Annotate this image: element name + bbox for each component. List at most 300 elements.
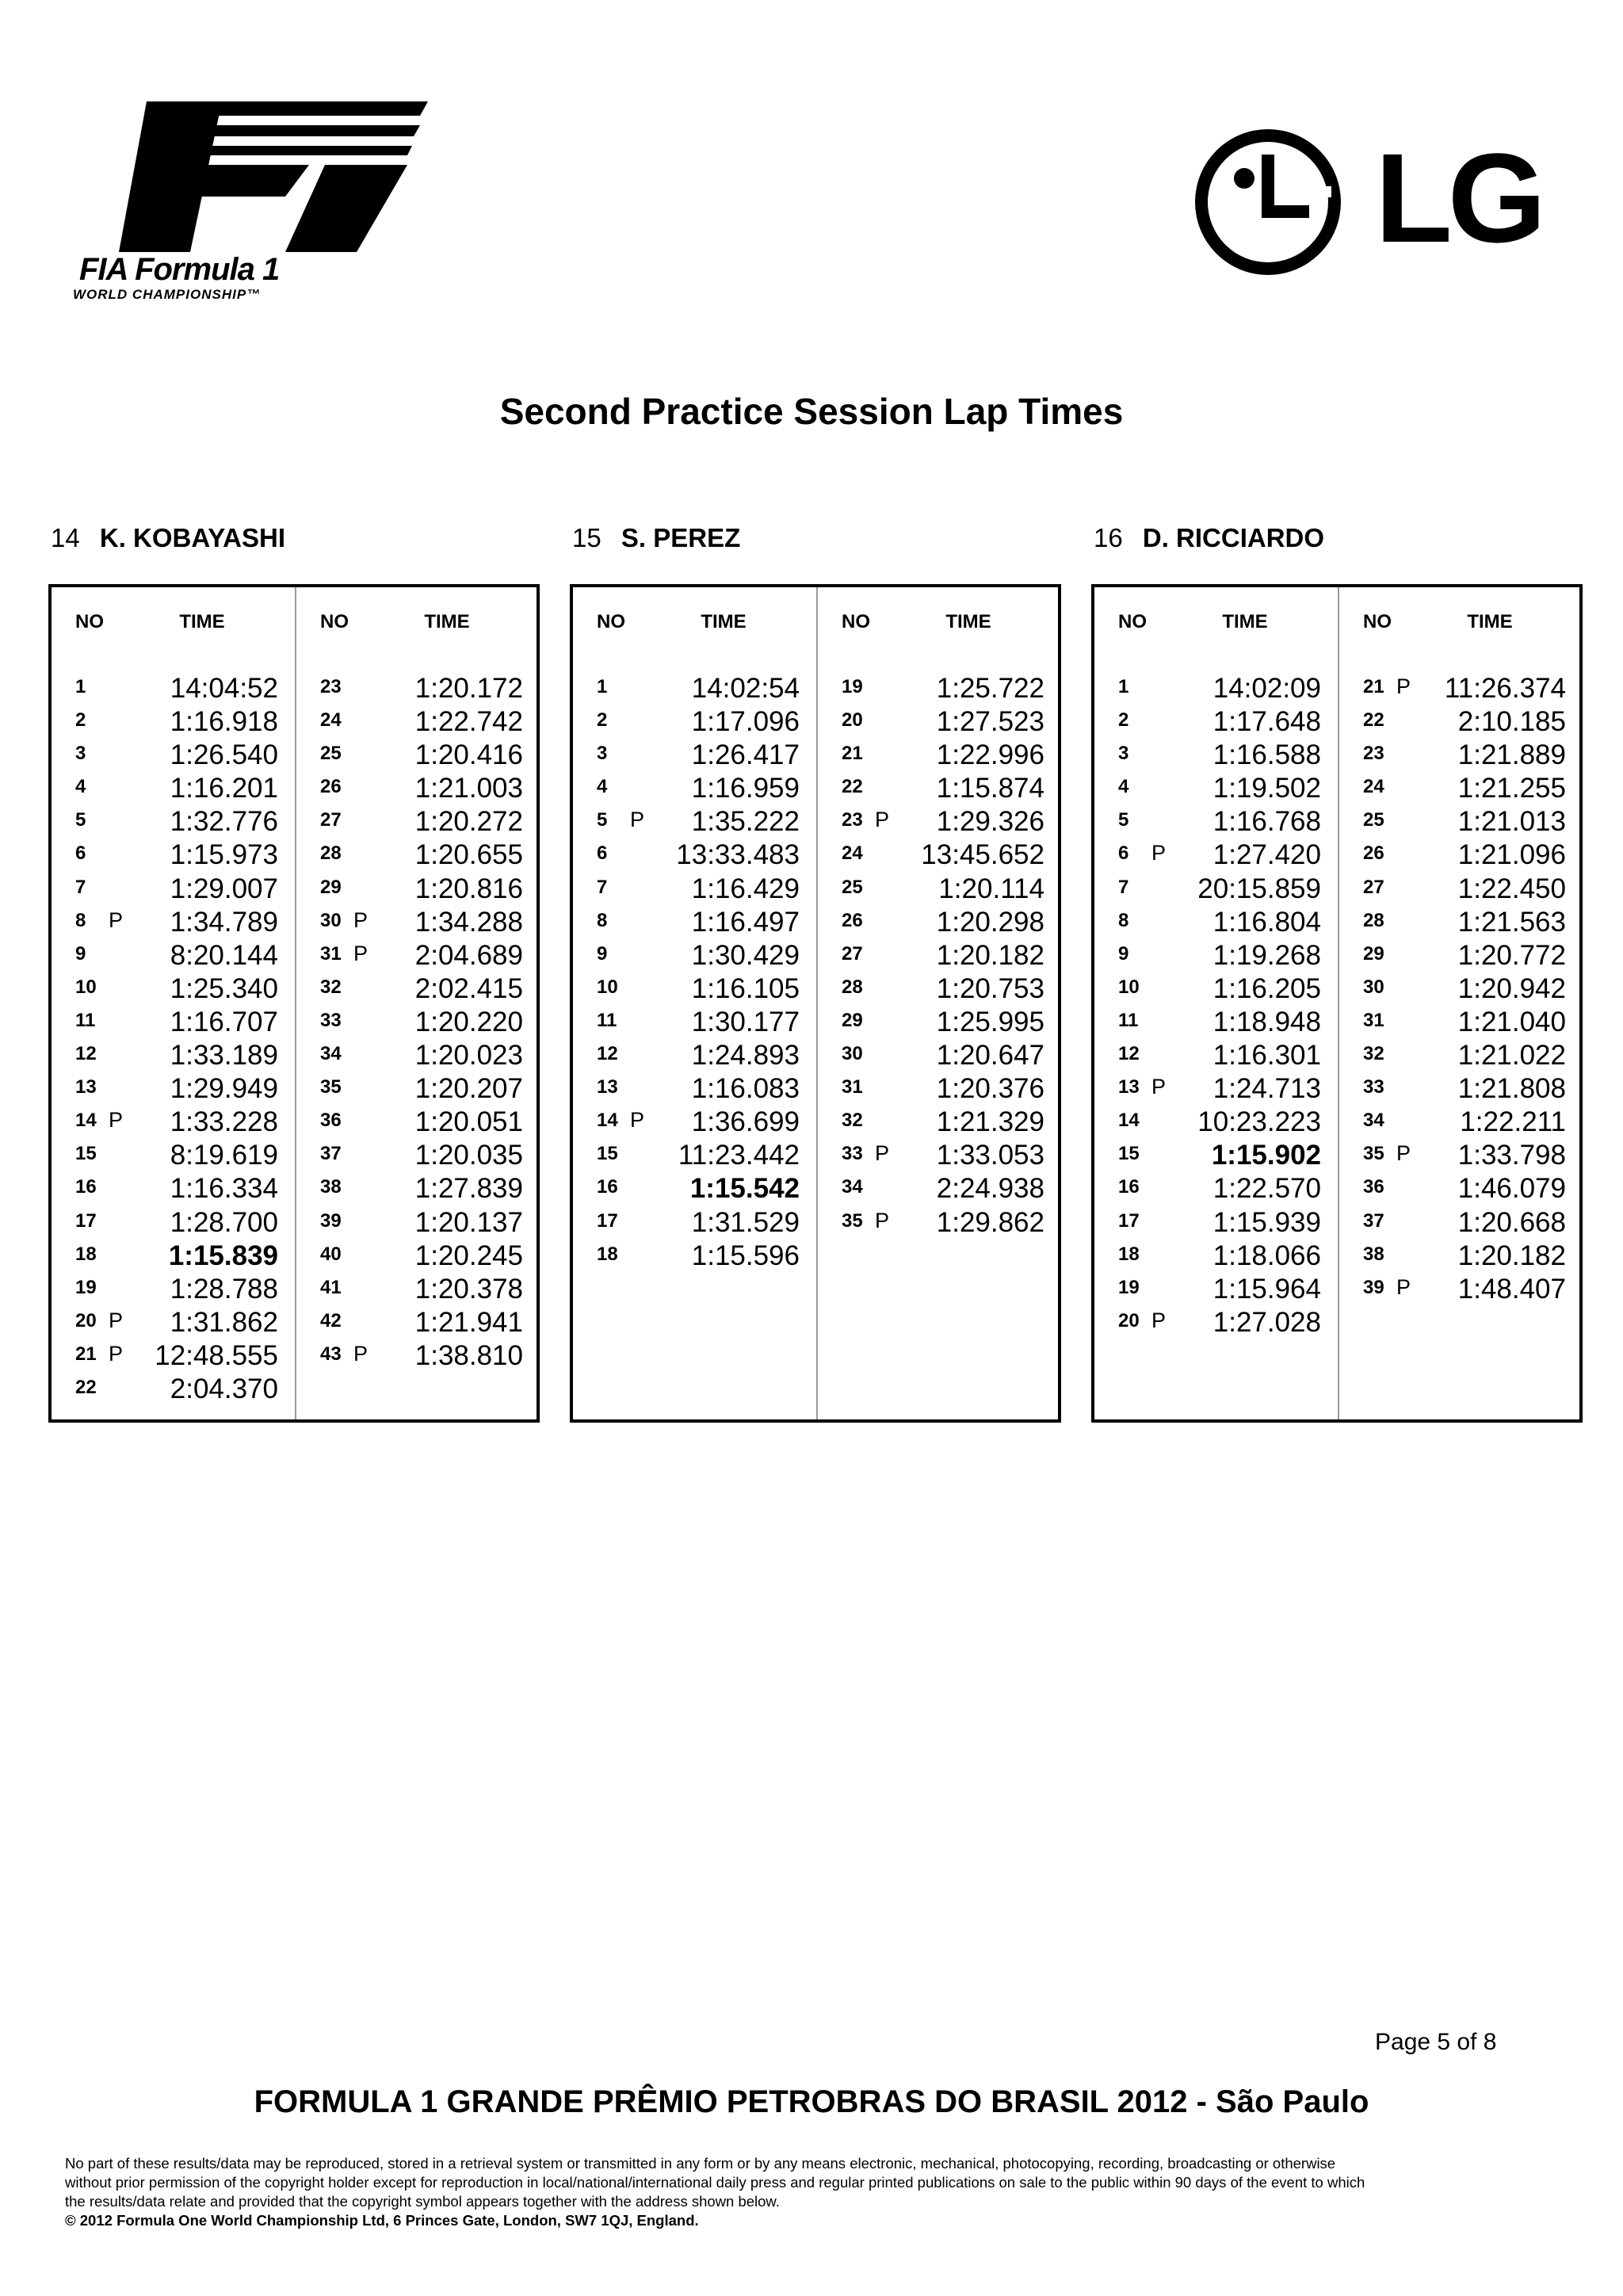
lap-row — [1094, 973, 1337, 1007]
pit-marker: P — [630, 808, 645, 832]
lap-number: 17 — [1118, 1209, 1140, 1232]
page-title: Second Practice Session Lap Times — [499, 391, 1124, 432]
lap-row — [1094, 1106, 1337, 1140]
lap-time: 2:04.370 — [170, 1373, 278, 1404]
lap-row — [573, 806, 815, 839]
lap-row — [52, 1373, 294, 1407]
lap-time: 1:20.137 — [414, 1206, 523, 1238]
lap-rows — [573, 673, 815, 1274]
lap-row — [573, 973, 815, 1007]
lap-number: 14 — [1118, 1110, 1140, 1132]
lap-number: 31 — [842, 1076, 863, 1098]
lap-row — [296, 839, 539, 873]
lap-time: 1:20.272 — [414, 806, 523, 838]
lap-time: 1:20.753 — [936, 972, 1044, 1004]
lap-time: 1:31.862 — [170, 1306, 278, 1338]
lap-time: 1:33.798 — [1457, 1140, 1566, 1171]
lap-row — [1339, 1073, 1582, 1106]
column-header-no: NO — [597, 611, 625, 632]
lap-number: 8 — [1118, 909, 1129, 931]
pit-marker: P — [1151, 1075, 1167, 1099]
lap-row — [296, 706, 539, 739]
lap-number: 6 — [597, 842, 608, 865]
lap-row — [52, 1240, 294, 1274]
driver-name: K. KOBAYASHI — [99, 523, 286, 552]
lap-number: 15 — [597, 1143, 618, 1165]
column-header-time: TIME — [1467, 611, 1513, 632]
lap-number: 13 — [597, 1076, 618, 1098]
lap-row — [573, 706, 815, 739]
lap-row — [818, 673, 1060, 706]
lap-number: 33 — [320, 1009, 342, 1031]
column-header-no: NO — [320, 611, 349, 632]
lap-time: 1:16.105 — [691, 972, 800, 1004]
lap-time: 1:27.523 — [936, 706, 1044, 738]
lap-number: 22 — [842, 776, 863, 798]
lap-row — [52, 1173, 294, 1206]
page-number: Page 5 of 8 — [1375, 2029, 1497, 2055]
lap-time: 1:36.699 — [691, 1106, 800, 1138]
lap-number: 14 — [597, 1110, 618, 1132]
lap-time: 1:21.096 — [1457, 839, 1566, 871]
copyright-line: without prior permission of the copyright holder except for reproduction in local/national/international daily press and regular printed publications on sale to the public within 90 days of the event to which — [65, 2174, 1365, 2191]
pit-marker: P — [109, 1108, 124, 1133]
lap-number: 9 — [75, 942, 86, 965]
lap-number: 40 — [320, 1243, 342, 1265]
best-lap-time: 1:15.839 — [168, 1240, 278, 1271]
lap-row — [52, 1207, 294, 1240]
lap-time: 1:16.707 — [170, 1006, 278, 1037]
lap-number: 16 — [1118, 1176, 1140, 1198]
lap-time: 1:15.596 — [691, 1240, 800, 1271]
lap-row — [1339, 673, 1582, 706]
lap-time: 8:20.144 — [170, 939, 278, 971]
lap-number: 19 — [75, 1276, 97, 1298]
lap-row — [573, 673, 815, 706]
lap-time: 1:16.497 — [691, 906, 800, 938]
lap-time: 14:04:52 — [170, 673, 278, 704]
lap-number: 13 — [1118, 1076, 1140, 1098]
lap-row — [1094, 673, 1337, 706]
lap-row — [818, 706, 1060, 739]
driver-number: 16 — [1094, 523, 1123, 552]
lap-row — [1339, 907, 1582, 940]
lap-number: 12 — [1118, 1043, 1140, 1065]
lap-time: 1:20.298 — [936, 906, 1044, 938]
lap-time: 1:16.205 — [1212, 972, 1321, 1004]
lap-time: 1:21.255 — [1457, 773, 1566, 804]
lap-time: 1:33.053 — [936, 1140, 1044, 1171]
lap-time: 20:15.859 — [1197, 873, 1321, 904]
lap-number: 1 — [75, 676, 86, 697]
column-header-time: TIME — [1222, 611, 1268, 632]
lap-number: 25 — [320, 743, 342, 765]
column-header-no: NO — [842, 611, 870, 632]
lap-row — [818, 1207, 1060, 1240]
lap-time: 1:32.776 — [170, 806, 278, 838]
lap-number: 42 — [320, 1309, 342, 1331]
lap-time: 1:33.228 — [170, 1106, 278, 1138]
lap-number: 24 — [320, 709, 342, 732]
lap-row — [52, 706, 294, 739]
lap-number: 4 — [1118, 776, 1129, 798]
lap-time: 1:48.407 — [1457, 1273, 1566, 1305]
lap-row — [52, 673, 294, 706]
lap-time: 1:27.420 — [1212, 839, 1321, 871]
lap-row — [573, 1240, 815, 1274]
lap-rows — [818, 673, 1060, 1240]
lap-time: 1:28.700 — [170, 1206, 278, 1238]
lap-time: 1:16.918 — [170, 706, 278, 738]
lap-time: 1:24.893 — [691, 1040, 800, 1072]
lap-number: 34 — [842, 1176, 863, 1198]
lap-number: 20 — [75, 1309, 97, 1331]
lap-time: 1:35.222 — [691, 806, 800, 838]
lap-time: 1:15.964 — [1212, 1273, 1321, 1305]
lap-number: 30 — [320, 909, 342, 931]
lap-row — [818, 907, 1060, 940]
lap-number: 38 — [1363, 1243, 1384, 1265]
lap-times-panel-15 — [570, 584, 1061, 1423]
column-header-time: TIME — [179, 611, 225, 632]
lap-time: 10:23.223 — [1197, 1106, 1321, 1138]
lap-number: 11 — [1118, 1009, 1139, 1031]
lap-number: 15 — [75, 1143, 97, 1165]
lap-time: 2:02.415 — [414, 972, 523, 1004]
lap-number: 5 — [1118, 809, 1129, 831]
lap-row — [573, 773, 815, 806]
lap-time: 1:16.959 — [691, 773, 800, 804]
lap-row — [1339, 839, 1582, 873]
lap-row — [296, 1307, 539, 1340]
lap-row — [1094, 873, 1337, 907]
pit-marker: P — [109, 907, 124, 932]
lap-row — [296, 773, 539, 806]
lap-number: 25 — [1363, 809, 1384, 831]
lap-times-panel-14 — [48, 584, 540, 1423]
lap-time: 1:20.647 — [936, 1040, 1044, 1072]
lap-row — [1094, 940, 1337, 973]
lap-number: 26 — [1363, 842, 1384, 865]
lap-time: 2:04.689 — [414, 939, 523, 971]
lap-row — [1339, 873, 1582, 907]
lap-number: 22 — [1363, 709, 1384, 732]
lap-number: 33 — [1363, 1076, 1384, 1098]
lap-number: 29 — [842, 1009, 863, 1031]
lap-number: 35 — [842, 1209, 863, 1232]
lap-row — [296, 1240, 539, 1274]
copyright-line: No part of these results/data may be reproduced, stored in a retrieval system or transmitted in any form or by any means electronic, mechanical, photocopying, recording, broadcasting or otherwise — [65, 2155, 1336, 2172]
column-header-time: TIME — [945, 611, 991, 632]
lap-row — [296, 739, 539, 773]
lap-time: 1:16.768 — [1212, 806, 1321, 838]
pit-marker: P — [875, 808, 890, 832]
lap-row — [818, 873, 1060, 907]
lap-time: 1:19.502 — [1212, 773, 1321, 804]
lap-time: 1:20.416 — [414, 739, 523, 771]
lap-time: 1:16.334 — [170, 1173, 278, 1205]
lap-time: 13:45.652 — [921, 839, 1044, 871]
lap-row — [296, 1140, 539, 1173]
lap-row — [296, 973, 539, 1007]
lap-time: 1:29.949 — [170, 1073, 278, 1105]
lap-time: 1:21.889 — [1457, 739, 1566, 771]
lap-number: 32 — [842, 1110, 863, 1132]
column-header-no: NO — [75, 611, 104, 632]
pit-marker: P — [1396, 1274, 1411, 1299]
lap-number: 29 — [320, 876, 342, 898]
lap-number: 26 — [320, 776, 342, 798]
lap-number: 11 — [75, 1009, 96, 1031]
lap-time: 1:20.114 — [938, 873, 1044, 904]
lap-time: 1:20.655 — [414, 839, 523, 871]
lap-time: 1:28.788 — [170, 1273, 278, 1305]
lap-time: 1:34.288 — [414, 906, 523, 938]
lap-number: 7 — [597, 876, 608, 898]
lap-number: 23 — [1363, 743, 1384, 765]
lg-logo-text: LG — [1375, 127, 1542, 269]
lap-row — [52, 1007, 294, 1040]
lap-number: 4 — [597, 776, 608, 798]
lap-number: 3 — [75, 743, 86, 765]
lap-row — [1339, 1274, 1582, 1307]
lap-row — [1094, 1007, 1337, 1040]
lap-row — [52, 940, 294, 973]
lap-rows — [1094, 673, 1337, 1340]
lap-time: 1:31.529 — [691, 1206, 800, 1238]
lap-number: 7 — [75, 876, 86, 898]
lap-row — [296, 1340, 539, 1373]
lap-row — [818, 1106, 1060, 1140]
lap-time: 1:20.220 — [414, 1006, 523, 1037]
lap-row — [296, 1073, 539, 1106]
lap-row — [1094, 1073, 1337, 1106]
lap-number: 39 — [1363, 1276, 1384, 1298]
lap-rows — [1339, 673, 1582, 1307]
lap-time: 1:21.941 — [414, 1306, 523, 1338]
lap-row — [52, 1140, 294, 1173]
lap-time: 1:21.808 — [1457, 1073, 1566, 1105]
lap-number: 20 — [1118, 1309, 1140, 1331]
lap-number: 28 — [1363, 909, 1384, 931]
lap-row — [1094, 1140, 1337, 1173]
lap-number: 43 — [320, 1343, 342, 1365]
lap-time: 2:24.938 — [936, 1173, 1044, 1205]
lap-number: 17 — [75, 1209, 97, 1232]
lap-row — [296, 907, 539, 940]
lap-row — [573, 739, 815, 773]
lap-row — [818, 973, 1060, 1007]
lap-time: 1:26.417 — [691, 739, 800, 771]
lap-row — [52, 1040, 294, 1073]
lap-row — [1339, 1240, 1582, 1274]
lap-row — [1094, 907, 1337, 940]
lap-time: 1:16.804 — [1212, 906, 1321, 938]
lap-time: 1:30.177 — [691, 1006, 800, 1037]
lap-number: 12 — [597, 1043, 618, 1065]
lap-time: 1:17.096 — [691, 706, 800, 738]
lap-time: 1:22.450 — [1457, 873, 1566, 904]
lap-row — [52, 1073, 294, 1106]
lap-time: 1:26.540 — [170, 739, 278, 771]
lap-time: 1:29.326 — [936, 806, 1044, 838]
copyright-owner: © 2012 Formula One World Championship Ltd, 6 Princes Gate, London, SW7 1QJ, England. — [65, 2212, 699, 2229]
lap-time: 14:02:09 — [1212, 673, 1321, 704]
lap-row — [573, 1173, 815, 1206]
lap-time: 1:21.022 — [1457, 1040, 1566, 1072]
lap-number: 7 — [1118, 876, 1129, 898]
lap-row — [296, 1007, 539, 1040]
lap-row — [573, 1007, 815, 1040]
lap-row — [1094, 773, 1337, 806]
lap-time: 2:10.185 — [1457, 706, 1566, 738]
lap-time: 1:21.040 — [1457, 1006, 1566, 1037]
lap-number: 31 — [1363, 1009, 1384, 1031]
pit-marker: P — [1396, 674, 1411, 698]
lap-row — [1339, 973, 1582, 1007]
pit-marker: P — [875, 1208, 890, 1232]
lap-number: 6 — [75, 842, 86, 865]
lap-number: 37 — [1363, 1209, 1384, 1232]
lap-number: 9 — [1118, 942, 1129, 965]
lap-time: 1:22.570 — [1212, 1173, 1321, 1205]
lap-row — [818, 1140, 1060, 1173]
lap-time: 1:20.245 — [414, 1240, 523, 1271]
lap-row — [52, 1340, 294, 1373]
lap-number: 2 — [75, 709, 86, 732]
lap-time: 1:27.839 — [414, 1173, 523, 1205]
lap-row — [573, 1140, 815, 1173]
column-header-no: NO — [1118, 611, 1147, 632]
lap-time: 1:29.007 — [170, 873, 278, 904]
lap-row — [573, 1073, 815, 1106]
lap-number: 39 — [320, 1209, 342, 1232]
lap-number: 35 — [1363, 1143, 1384, 1165]
lap-time: 1:20.816 — [414, 873, 523, 904]
lap-row — [573, 873, 815, 907]
lap-number: 21 — [842, 743, 863, 765]
lap-number: 17 — [597, 1209, 618, 1232]
lap-row — [52, 1307, 294, 1340]
lap-number: 19 — [842, 676, 863, 697]
lap-number: 34 — [320, 1043, 342, 1065]
lap-number: 20 — [842, 709, 863, 732]
lap-number: 37 — [320, 1143, 342, 1165]
lap-time: 1:34.789 — [170, 906, 278, 938]
lap-number: 26 — [842, 909, 863, 931]
lap-row — [52, 1274, 294, 1307]
lap-number: 23 — [320, 676, 342, 697]
lap-row — [818, 1073, 1060, 1106]
pit-marker: P — [353, 907, 369, 932]
lap-time: 1:20.051 — [414, 1106, 523, 1138]
driver-number: 14 — [51, 523, 80, 552]
lap-number: 32 — [1363, 1043, 1384, 1065]
lap-row — [296, 1173, 539, 1206]
driver-header-15 — [572, 523, 740, 553]
lap-number: 21 — [75, 1343, 97, 1365]
lap-number: 12 — [75, 1043, 97, 1065]
lap-row — [818, 1173, 1060, 1206]
lap-number: 22 — [75, 1376, 97, 1398]
lap-number: 1 — [1118, 676, 1129, 697]
lap-time: 1:33.189 — [170, 1040, 278, 1072]
lap-time: 1:25.995 — [936, 1006, 1044, 1037]
lap-number: 14 — [75, 1110, 97, 1132]
lap-row — [1339, 1140, 1582, 1173]
lap-time: 1:46.079 — [1457, 1173, 1566, 1205]
lap-row — [818, 1040, 1060, 1073]
lap-row — [1339, 1007, 1582, 1040]
lap-row — [1094, 806, 1337, 839]
lap-time: 1:15.874 — [936, 773, 1044, 804]
lap-time: 1:27.028 — [1212, 1306, 1321, 1338]
lap-row — [296, 673, 539, 706]
copyright-line: the results/data relate and provided that the copyright symbol appears together with the address shown below. — [65, 2193, 780, 2210]
pit-marker: P — [875, 1141, 890, 1166]
lap-row — [1339, 1106, 1582, 1140]
lap-row — [52, 839, 294, 873]
lap-time: 1:18.066 — [1212, 1240, 1321, 1271]
lap-row — [1094, 1307, 1337, 1340]
lap-row — [52, 739, 294, 773]
lap-times-panel-16 — [1091, 584, 1583, 1423]
lap-time: 1:22.742 — [414, 706, 523, 738]
lap-row — [1339, 1207, 1582, 1240]
driver-header-14 — [51, 523, 285, 553]
lap-time: 1:15.973 — [170, 839, 278, 871]
lap-time: 14:02:54 — [691, 673, 800, 704]
lap-row — [1094, 1207, 1337, 1240]
lap-row — [52, 806, 294, 839]
lap-number: 21 — [1363, 676, 1384, 697]
lap-time: 1:24.713 — [1212, 1073, 1321, 1105]
lap-number: 16 — [75, 1176, 97, 1198]
lap-time: 1:30.429 — [691, 939, 800, 971]
lap-row — [573, 940, 815, 973]
pit-marker: P — [1151, 841, 1167, 865]
column-header-no: NO — [1363, 611, 1392, 632]
column-header-time: TIME — [701, 611, 747, 632]
lap-row — [296, 806, 539, 839]
lap-number: 29 — [1363, 942, 1384, 965]
lap-row — [1094, 1240, 1337, 1274]
lap-time: 13:33.483 — [676, 839, 800, 871]
lap-number: 2 — [1118, 709, 1129, 732]
lap-time: 1:16.588 — [1212, 739, 1321, 771]
lap-number: 24 — [1363, 776, 1384, 798]
pit-marker: P — [353, 1341, 369, 1366]
lap-row — [296, 873, 539, 907]
pit-marker: P — [109, 1308, 124, 1332]
lap-number: 32 — [320, 976, 342, 998]
lap-row — [52, 1106, 294, 1140]
lap-row — [818, 940, 1060, 973]
lap-time: 11:23.442 — [678, 1140, 800, 1171]
lap-row — [573, 839, 815, 873]
lap-time: 1:20.378 — [414, 1273, 523, 1305]
driver-name: S. PEREZ — [621, 523, 741, 552]
lap-row — [1339, 940, 1582, 973]
lap-row — [818, 773, 1060, 806]
lap-number: 15 — [1118, 1143, 1140, 1165]
lap-rows — [52, 673, 294, 1407]
lap-time: 1:22.996 — [936, 739, 1044, 771]
lap-time: 1:15.939 — [1212, 1206, 1321, 1238]
lap-row — [52, 907, 294, 940]
lap-number: 19 — [1118, 1276, 1140, 1298]
lap-number: 24 — [842, 842, 863, 865]
